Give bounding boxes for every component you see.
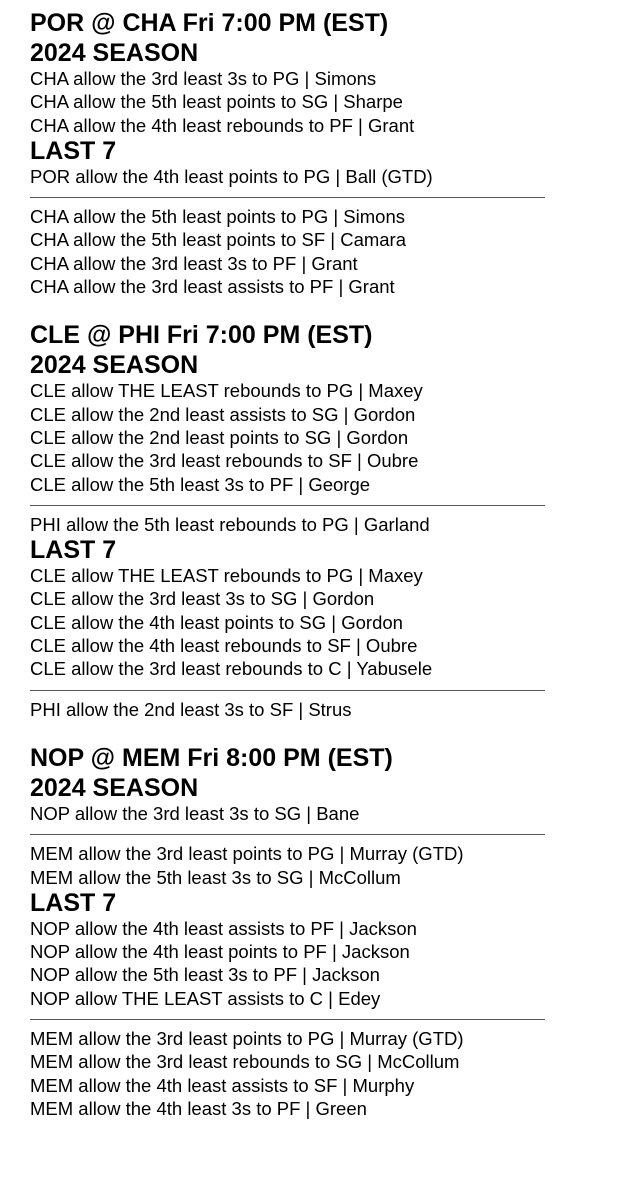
stat-line: NOP allow THE LEAST assists to C | Edey [30,987,381,1009]
stat-line: MEM allow the 3rd least rebounds to SG | McCollum [30,1051,460,1073]
stat-line: CHA allow the 3rd least 3s to PF | Grant [30,252,358,274]
game-title: CLE @ PHI Fri 7:00 PM (EST) [30,321,373,350]
last7-heading: LAST 7 [30,888,117,917]
game-title: NOP @ MEM Fri 8:00 PM (EST) [30,743,393,772]
divider [30,690,545,691]
divider [30,834,545,835]
stat-line: CHA allow the 3rd least assists to PF | Grant [30,276,395,298]
divider [30,197,545,198]
last7-heading: LAST 7 [30,536,117,565]
stat-line: NOP allow the 5th least 3s to PF | Jackson [30,964,380,986]
divider [30,1019,545,1020]
season-heading: 2024 SEASON [30,773,199,802]
season-heading: 2024 SEASON [30,39,199,67]
divider [30,505,545,506]
stat-line: CHA allow the 5th least points to SG | Sharpe [30,91,403,113]
stat-line: CHA allow the 3rd least 3s to PG | Simons [30,68,377,89]
stat-line: NOP allow the 4th least points to PF | Jackson [30,941,410,963]
stat-line: CLE allow THE LEAST rebounds to PG | Maxey [30,380,423,402]
stat-line: CLE allow the 3rd least 3s to SG | Gordon [30,588,375,610]
game-title: POR @ CHA Fri 7:00 PM (EST) [30,9,389,37]
stat-line: CHA allow the 5th least points to PG | Simons [30,206,405,228]
stat-line: CLE allow the 4th least rebounds to SF | Oubre [30,635,418,657]
stat-line: MEM allow the 3rd least points to PG | Murray (GTD) [30,1028,464,1050]
stat-line: NOP allow the 3rd least 3s to SG | Bane [30,802,360,824]
stat-line: MEM allow the 4th least 3s to PF | Green [30,1097,367,1119]
stat-line: PHI allow the 2nd least 3s to SF | Strus [30,698,352,720]
stat-line: CHA allow the 5th least points to SF | Camara [30,229,407,251]
season-heading: 2024 SEASON [30,351,199,380]
stat-line: PHI allow the 5th least rebounds to PG | Garland [30,513,430,535]
stat-line: MEM allow the 4th least assists to SF | Murphy [30,1074,415,1096]
stat-line: MEM allow the 5th least 3s to SG | McCollum [30,866,401,888]
game-block [30,8,627,298]
stat-line: CLE allow the 2nd least points to SG | Gordon [30,426,409,448]
stat-line: CLE allow the 4th least points to SG | Gordon [30,611,403,633]
stat-line: MEM allow the 3rd least points to PG | Murray (GTD) [30,843,464,865]
stat-line: NOP allow the 4th least assists to PF | Jackson [30,917,417,939]
stat-line: CLE allow the 3rd least rebounds to SF | Oubre [30,450,419,472]
game-block [30,320,627,721]
stat-line: CHA allow the 4th least rebounds to PF | Grant [30,114,415,136]
stat-line: POR allow the 4th least points to PG | Ball (GTD) [30,165,433,187]
last7-heading: LAST 7 [30,136,117,165]
stat-line: CLE allow the 2nd least assists to SG | Gordon [30,403,416,425]
game-block [30,743,627,1120]
stat-line: CLE allow the 5th least 3s to PF | George [30,473,371,495]
stat-line: CLE allow the 3rd least rebounds to C | Yabusele [30,658,433,680]
stat-line: CLE allow THE LEAST rebounds to PG | Maxey [30,565,423,587]
